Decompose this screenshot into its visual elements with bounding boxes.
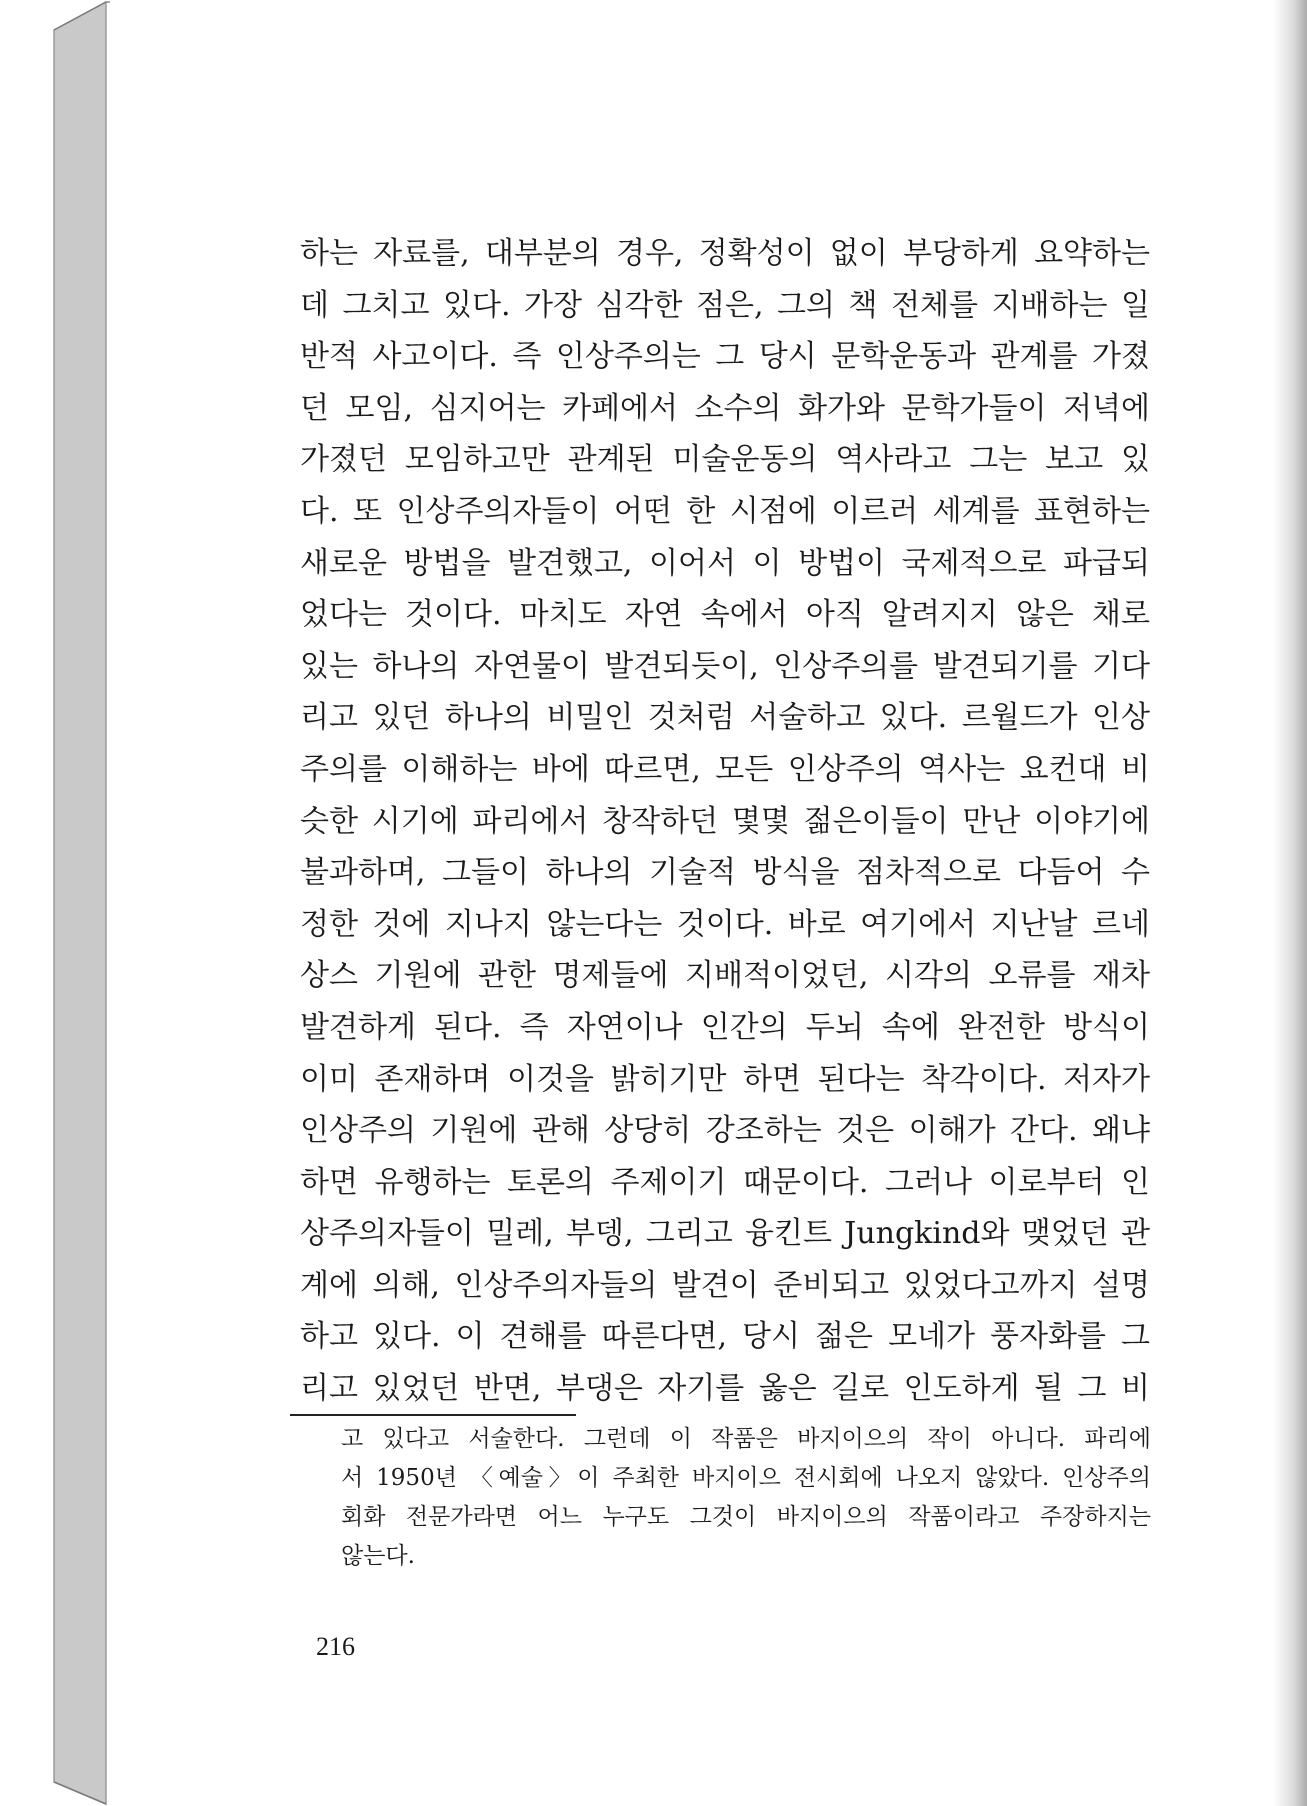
body-line: 인상주의 기원에 관해 상당히 강조하는 것은 이해가 간다. 왜냐 [300,1113,1150,1149]
body-line: 주의를 이해하는 바에 따르면, 모든 인상주의 역사는 요컨대 비 [300,751,1150,787]
body-line: 다. 또 인상주의자들이 어떤 한 시점에 이르러 세계를 표현하는 [300,493,1150,529]
footnote [341,1420,1151,1576]
body-text [300,228,1150,1415]
body-line: 슷한 시기에 파리에서 창작하던 몇몇 젊은이들이 만난 이야기에 [300,803,1150,839]
body-line: 리고 있었던 반면, 부댕은 자기를 옳은 길로 인도하게 될 그 비 [300,1371,1150,1407]
page-edge-shadow [1273,0,1307,1806]
body-line: 상스 기원에 관한 명제들에 지배적이었던, 시각의 오류를 재차 [300,958,1150,994]
body-line: 발견하게 된다. 즉 자연이나 인간의 두뇌 속에 완전한 방식이 [300,1009,1150,1045]
body-line: 있는 하나의 자연물이 발견되듯이, 인상주의를 발견되기를 기다 [300,648,1150,684]
book-spine [0,0,110,1806]
body-line: 정한 것에 지나지 않는다는 것이다. 바로 여기에서 지난날 르네 [300,906,1150,942]
body-line: 반적 사고이다. 즉 인상주의는 그 당시 문학운동과 관계를 가졌 [300,339,1150,375]
footnote-divider [290,1414,576,1416]
body-line: 하고 있다. 이 견해를 따른다면, 당시 젊은 모네가 풍자화를 그 [300,1319,1150,1355]
body-line: 던 모임, 심지어는 카페에서 소수의 화가와 문학가들이 저녁에 [300,390,1150,426]
body-line: 계에 의해, 인상주의자들의 발견이 준비되고 있었다고까지 설명 [300,1267,1150,1303]
footnote-line: 회화 전문가라면 어느 누구도 그것이 바지이으의 작품이라고 주장하지는 [341,1504,1151,1530]
body-line: 상주의자들이 밀레, 부뎅, 그리고 융킨트 Jungkind와 맺었던 관 [300,1216,1150,1252]
body-line: 가졌던 모임하고만 관계된 미술운동의 역사라고 그는 보고 있 [300,442,1150,478]
body-line: 리고 있던 하나의 비밀인 것처럼 서술하고 있다. 르월드가 인상 [300,700,1150,736]
body-line: 하면 유행하는 토론의 주제이기 때문이다. 그러나 이로부터 인 [300,1164,1150,1200]
body-line: 새로운 방법을 발견했고, 이어서 이 방법이 국제적으로 파급되 [300,545,1150,581]
footnote-line: 고 있다고 서술한다. 그런데 이 작품은 바지이으의 작이 아니다. 파리에 [341,1426,1151,1452]
page-number: 216 [316,1632,355,1661]
body-line: 하는 자료를, 대부분의 경우, 정확성이 없이 부당하게 요약하는 [300,236,1150,271]
body-line: 었다는 것이다. 마치도 자연 속에서 아직 알려지지 않은 채로 [300,597,1150,633]
body-line: 불과하며, 그들이 하나의 기술적 방식을 점차적으로 다듬어 수 [300,855,1150,891]
body-line: 데 그치고 있다. 가장 심각한 점은, 그의 책 전체를 지배하는 일 [300,287,1150,323]
footnote-line: 않는다. [341,1543,415,1569]
footnote-line: 서 1950년 〈예술〉이 주최한 바지이으 전시회에 나오지 않았다. 인상주의 [341,1465,1151,1491]
body-line: 이미 존재하며 이것을 밝히기만 하면 된다는 착각이다. 저자가 [300,1061,1150,1097]
